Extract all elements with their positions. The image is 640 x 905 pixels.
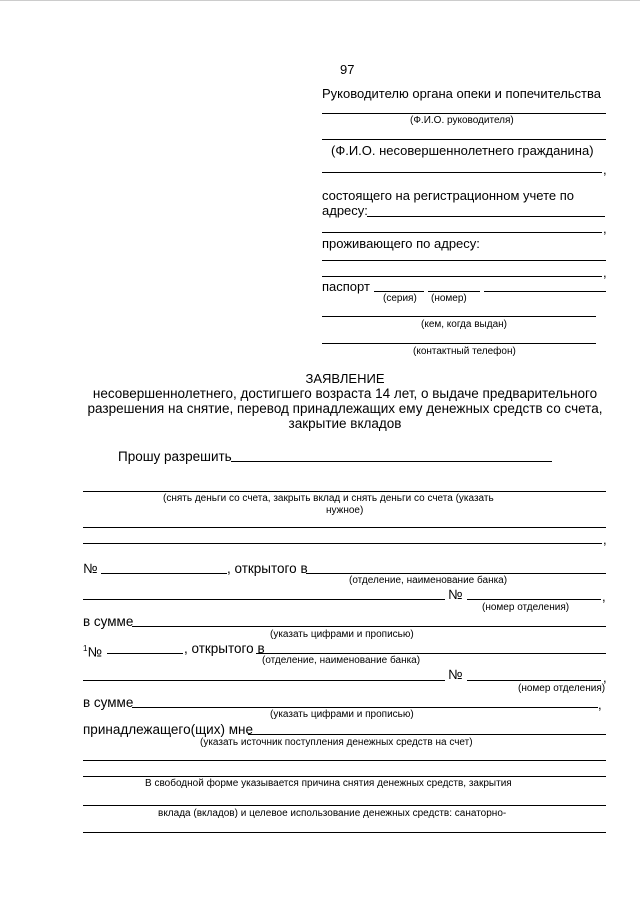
bank-line-2b[interactable] [83, 680, 445, 681]
amount-hint-2: (указать цифрами и прописью) [270, 709, 414, 720]
amount-label-2: в сумме [83, 695, 134, 710]
passport-label: паспорт [322, 279, 370, 294]
account-no-field-2[interactable] [107, 653, 183, 654]
title-line-3: закрытие вкладов [288, 416, 402, 431]
source-line-2[interactable] [83, 760, 606, 761]
comma: , [603, 670, 607, 685]
title-line-1: несовершеннолетнего, достигшего возраста 14 лет, о выдаче предварительного [92, 386, 598, 401]
living-address-label: проживающего по адресу: [322, 236, 480, 251]
addressee-label: Руководителю органа опеки и попечительства [322, 86, 601, 101]
series-hint: (серия) [383, 293, 417, 304]
opened-in-label: , открытого в [227, 561, 308, 576]
comma: , [602, 589, 606, 604]
top-edge-rule [0, 0, 640, 1]
belonging-field[interactable] [248, 734, 606, 735]
action-line-3[interactable] [83, 543, 602, 544]
account-no-field[interactable] [101, 573, 227, 574]
free-form-note-1: В свободной форме указывается причина снятия денежных средств, закрытия [145, 778, 512, 789]
source-line-3[interactable] [83, 776, 606, 777]
bank-field[interactable] [306, 573, 606, 574]
branch-no-hint: (номер отделения) [482, 602, 570, 613]
branch-no-hint-2: (номер отделения) [518, 683, 606, 694]
request-field[interactable] [231, 461, 552, 462]
comma: , [603, 265, 607, 280]
reason-line-2[interactable] [83, 832, 606, 833]
passport-number-field[interactable] [428, 291, 480, 292]
document-heading: ЗАЯВЛЕНИЕ [305, 371, 385, 386]
comma: , [603, 162, 607, 177]
page-number: 97 [340, 62, 355, 77]
issued-hint: (кем, когда выдан) [421, 319, 507, 330]
registered-address-field[interactable] [367, 216, 605, 217]
free-form-note-2: вклада (вкладов) и целевое использование денежных средств: санаторно- [158, 808, 507, 819]
bank-field-2[interactable] [256, 653, 606, 654]
head-fio-line[interactable] [322, 113, 606, 114]
head-fio-hint: (Ф.И.О. руководителя) [410, 115, 514, 126]
action-line-2[interactable] [83, 527, 606, 528]
comma: , [603, 221, 607, 236]
title-line-2: разрешения на снятие, перевод принадлежащих ему денежных средств со счета, [87, 401, 603, 416]
passport-series-field[interactable] [374, 291, 424, 292]
head-fio-line-2[interactable] [322, 139, 606, 140]
action-hint-line-1: (снять деньги со счета, закрыть вклад и снять деньги со счета (указать [163, 493, 494, 504]
living-address-line-2[interactable] [322, 276, 602, 277]
branch-no-label: № [448, 587, 463, 602]
comma: , [603, 532, 607, 547]
minor-fio-line[interactable] [322, 172, 602, 173]
reason-line-1[interactable] [83, 805, 606, 806]
bank-line-2[interactable] [83, 599, 445, 600]
belonging-label: принадлежащего(щих) мне [83, 722, 253, 737]
phone-line[interactable] [322, 343, 596, 344]
registered-address-label: адресу: [322, 203, 368, 218]
request-label: Прошу разрешить [118, 449, 232, 464]
account-no-label-2: № [87, 644, 102, 660]
bank-hint-2: (отделение, наименование банка) [262, 655, 421, 666]
bank-hint: (отделение, наименование банка) [349, 575, 508, 586]
registered-label: состоящего на регистрационном учете по [322, 188, 574, 203]
branch-no-label-2: № [448, 667, 463, 682]
minor-fio-hint: (Ф.И.О. несовершеннолетнего гражданина) [331, 143, 594, 158]
living-address-line-1[interactable] [322, 260, 606, 261]
amount-field-2[interactable] [132, 707, 598, 708]
issued-by-line[interactable] [322, 316, 596, 317]
comma: , [598, 697, 602, 712]
account-no-label: № [83, 561, 98, 576]
amount-label: в сумме [83, 614, 134, 629]
branch-no-field[interactable] [467, 599, 601, 600]
action-hint-line-2: нужное) [326, 505, 364, 516]
branch-no-field-2[interactable] [467, 680, 601, 681]
phone-hint: (контактный телефон) [413, 346, 516, 357]
action-line[interactable] [83, 491, 606, 492]
amount-field[interactable] [132, 626, 606, 627]
footnote-mark: 1 [83, 644, 88, 653]
passport-extra-field[interactable] [484, 291, 606, 292]
amount-hint: (указать цифрами и прописью) [270, 629, 414, 640]
source-hint: (указать источник поступления денежных средств на счет) [200, 737, 473, 748]
number-hint: (номер) [431, 293, 467, 304]
opened-in-label-2: , открытого в [184, 641, 265, 656]
registered-address-line-2[interactable] [322, 232, 602, 233]
